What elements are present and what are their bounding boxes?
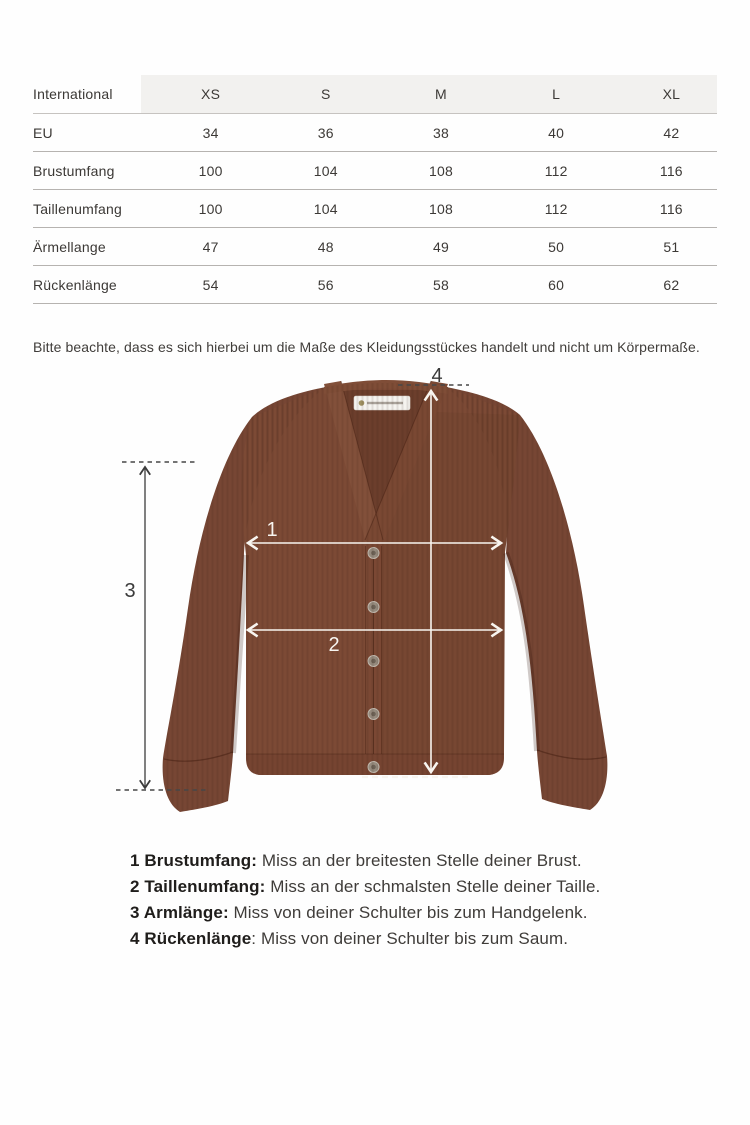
- table-cell: 104: [313, 162, 338, 179]
- table-cell: 100: [198, 200, 223, 217]
- legend-item-taillenumfang: [130, 874, 600, 900]
- legend-item-brustumfang: [130, 848, 600, 874]
- table-cell: 54: [202, 276, 219, 293]
- legend-text: Miss von deiner Schulter bis zum Handgelenk.: [228, 903, 588, 922]
- size-header-s: S: [321, 86, 331, 102]
- table-cell: 38: [432, 124, 449, 141]
- table-cell: 50: [548, 238, 565, 255]
- row-label: Ärmellange: [33, 238, 106, 255]
- table-cell: 56: [317, 276, 334, 293]
- size-table: [33, 75, 717, 304]
- row-label: Rückenlänge: [33, 276, 117, 293]
- table-cell: 108: [428, 162, 453, 179]
- legend-term: 2 Taillenumfang:: [130, 877, 266, 896]
- table-cell: 112: [544, 162, 568, 179]
- legend-item-armlaenge: [130, 900, 600, 926]
- table-cell: 60: [548, 276, 565, 293]
- legend-term: 1 Brustumfang:: [130, 851, 258, 870]
- table-cell: 49: [432, 238, 449, 255]
- table-row-brustumfang: [33, 152, 717, 190]
- size-header-xl: XL: [662, 86, 681, 102]
- table-cell: 62: [663, 276, 680, 293]
- size-header-xs: XS: [201, 86, 221, 102]
- legend-text: : Miss von deiner Schulter bis zum Saum.: [251, 929, 569, 948]
- table-cell: 51: [663, 238, 680, 255]
- table-cell: 36: [317, 124, 334, 141]
- table-cell: 34: [202, 124, 219, 141]
- measurement-label-4: 4: [431, 365, 443, 387]
- table-row-taillenumfang: [33, 190, 717, 228]
- measurement-note: Bitte beachte, dass es sich hierbei um die Maße des Kleidungsstückes handelt und nicht um Körpermaße.: [33, 339, 700, 355]
- cardigan-illustration: [163, 380, 608, 812]
- legend-item-rueckenlaenge: [130, 926, 600, 952]
- row-label: Brustumfang: [33, 162, 115, 179]
- table-row-eu: [33, 114, 717, 152]
- table-cell: 100: [198, 162, 223, 179]
- measurement-label-1: 1: [266, 519, 278, 541]
- legend-term: 3 Armlänge:: [130, 903, 229, 922]
- knit-texture: [242, 383, 521, 775]
- row-label: EU: [33, 124, 53, 141]
- table-cell: 47: [202, 238, 219, 255]
- table-cell: 40: [548, 124, 565, 141]
- table-cell: 116: [659, 200, 683, 217]
- legend-text: Miss an der breitesten Stelle deiner Brust.: [257, 851, 582, 870]
- table-cell: 42: [663, 124, 680, 141]
- table-row-aermellange: [33, 228, 717, 266]
- table-cell: 108: [428, 200, 453, 217]
- table-header-row: [33, 75, 717, 114]
- measurement-label-3: 3: [124, 580, 136, 602]
- cardigan-measurement-diagram: [0, 360, 750, 820]
- table-row-rueckenlaenge: [33, 266, 717, 304]
- size-header-l: L: [552, 86, 561, 102]
- size-header-m: M: [435, 86, 447, 102]
- table-cell: 58: [432, 276, 449, 293]
- row-label: Taillenumfang: [33, 200, 122, 217]
- table-cell: 104: [313, 200, 338, 217]
- legend-text: Miss an der schmalsten Stelle deiner Taille.: [265, 877, 601, 896]
- measurement-legend: [130, 848, 600, 952]
- table-corner-label: International: [33, 86, 113, 102]
- table-cell: 112: [544, 200, 568, 217]
- measurement-label-2: 2: [328, 634, 340, 656]
- table-cell: 48: [317, 238, 334, 255]
- legend-term: 4 Rückenlänge: [130, 929, 252, 948]
- table-cell: 116: [659, 162, 683, 179]
